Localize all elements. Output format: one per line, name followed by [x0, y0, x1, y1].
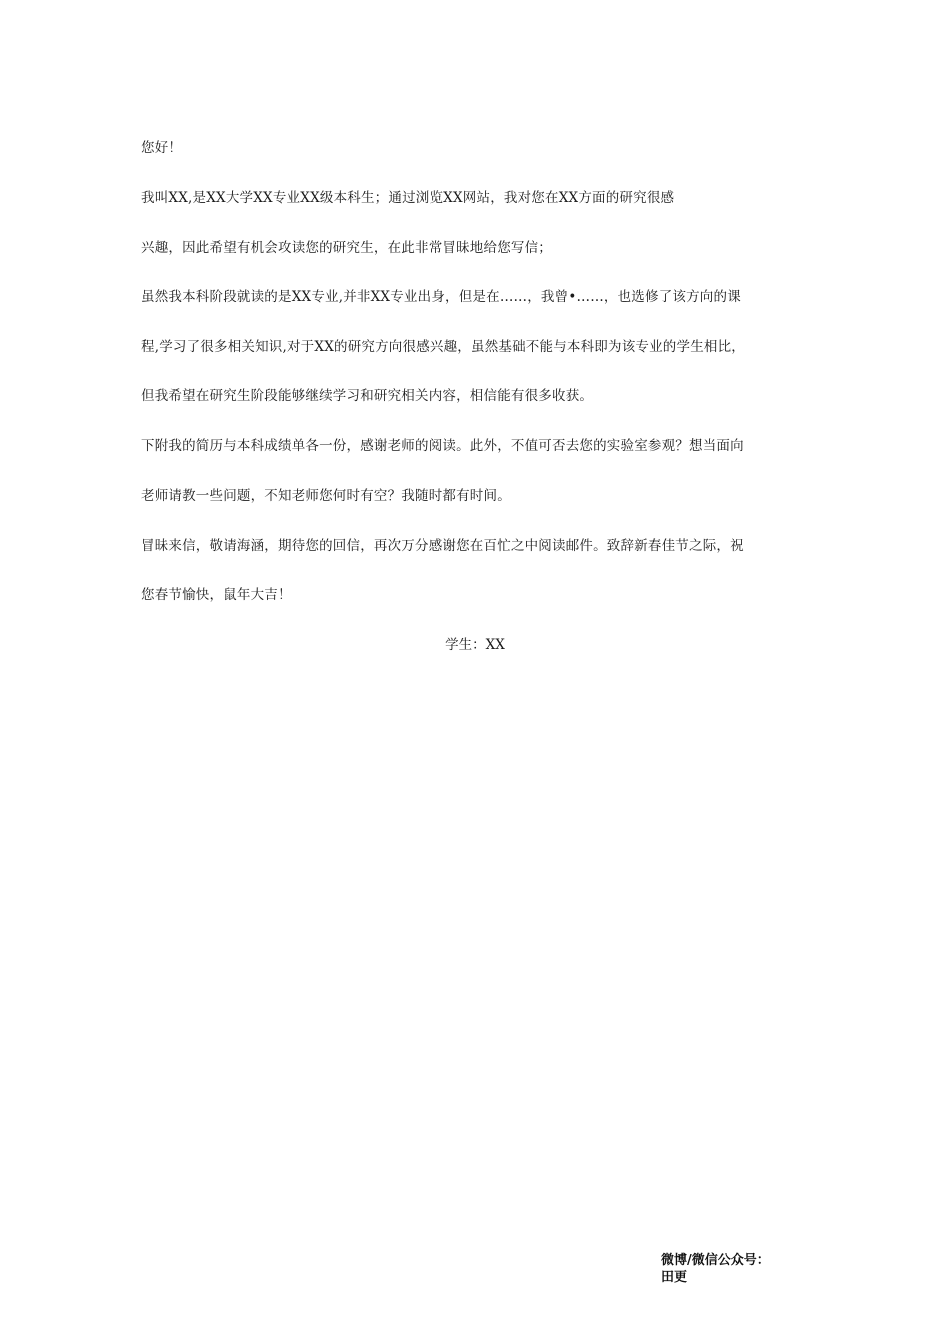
letter-greeting: 您好！: [141, 140, 183, 156]
letter-line-7: 老师请教一些问题，不知老师您何时有空？我随时都有时间。: [141, 488, 511, 504]
letter-line-5: 但我希望在研究生阶段能够继续学习和研究相关内容，相信能有很多收获。: [141, 388, 594, 404]
letter-line-9: 您春节愉快，鼠年大吉！: [141, 587, 292, 603]
letter-line-4: 程,学习了很多相关知识,对于XX的研究方向很感兴趣，虽然基础不能与本科即为该专业的学生相比，: [141, 339, 746, 355]
letter-line-8: 冒昧来信，敬请海涵，期待您的回信，再次万分感谢您在百忙之中阅读邮件。致辞新春佳节之际，祝: [141, 538, 744, 554]
letter-line-2: 兴趣，因此希望有机会攻读您的研究生，在此非常冒昧地给您写信；: [141, 240, 552, 256]
letter-line-3: 虽然我本科阶段就读的是XX专业,并非XX专业出身，但是在……，我曾•……，也选修了该方向的课: [141, 289, 741, 305]
footer-social: [661, 1252, 770, 1286]
footer-social-label: 微博/微信公众号：: [661, 1253, 770, 1268]
footer-social-name: 田更: [661, 1270, 688, 1285]
letter-line-1: 我叫XX,是XX大学XX专业XX级本科生；通过浏览XX网站，我对您在XX方面的研究很感: [141, 190, 675, 206]
letter-signature: 学生：XX: [445, 637, 505, 653]
letter-line-6: 下附我的简历与本科成绩单各一份，感谢老师的阅读。此外，不值可否去您的实验室参观？想当面向: [141, 438, 744, 454]
